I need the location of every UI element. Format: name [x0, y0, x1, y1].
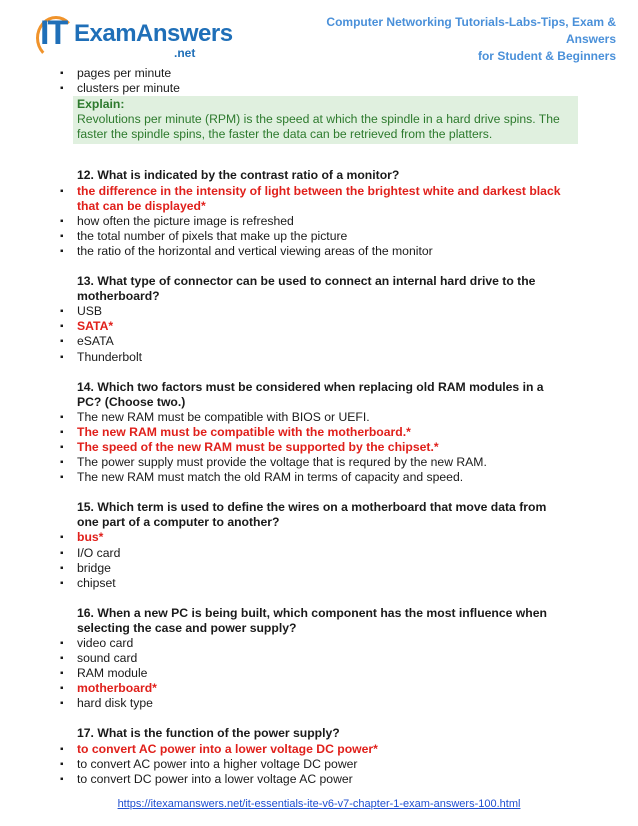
list-item: ▪ clusters per minute: [60, 81, 570, 96]
answer-option: ▪ I/O card: [60, 546, 570, 561]
answer-option: ▪ bridge: [60, 561, 570, 576]
correct-answer-option: ▪ the difference in the intensity of light between the brightest white and darkest black that can be displayed*: [60, 184, 570, 214]
question-text: 17. What is the function of the power supply?: [77, 726, 340, 741]
tagline-line-1: Computer Networking Tutorials-Labs-Tips, Exam & Answers: [326, 15, 616, 46]
answer-option: ▪ USB: [60, 304, 570, 319]
site-tagline: [286, 14, 616, 65]
correct-answer-option: ▪ motherboard*: [60, 681, 570, 696]
logo-it: IT: [40, 14, 67, 52]
question-text: 16. When a new PC is being built, which component has the most influence when selecting the case and power supply?: [77, 605, 547, 635]
answer-option: ▪ hard disk type: [60, 696, 570, 711]
correct-answer-option: ▪ The new RAM must be compatible with the motherboard.*: [60, 425, 570, 440]
correct-answer-option: ▪ SATA*: [60, 319, 570, 334]
logo-net: .net: [174, 46, 196, 60]
answer-option: ▪ The power supply must provide the voltage that is requred by the new RAM.: [60, 455, 570, 470]
question-list: [60, 168, 570, 786]
page-header: [0, 0, 638, 62]
question-text: 13. What type of connector can be used to connect an internal hard drive to the motherboard?: [77, 274, 536, 304]
answer-option: ▪ to convert AC power into a higher voltage DC power: [60, 757, 570, 772]
logo-name: ExamAnswers: [74, 20, 233, 47]
explanation-box: [73, 96, 578, 144]
tagline-line-2: for Student & Beginners: [477, 49, 616, 63]
correct-answer-option: ▪ to convert AC power into a lower voltage DC power*: [60, 742, 570, 757]
answer-option: ▪ video card: [60, 636, 570, 651]
answer-option: ▪ the total number of pixels that make up the picture: [60, 229, 570, 244]
answer-option: ▪ to convert DC power into a lower voltage AC power: [60, 772, 570, 787]
correct-answer-option: ▪ bus*: [60, 530, 570, 545]
answer-option: ▪ the ratio of the horizontal and vertical viewing areas of the monitor: [60, 244, 570, 259]
answer-option: ▪ Thunderbolt: [60, 350, 570, 365]
explanation-label: Explain:: [77, 97, 125, 112]
explanation-text: Revolutions per minute (RPM) is the speed at which the spindle in a hard drive spins. The faster the spindle spins, the faster the data can be retrieved from the platters.: [77, 112, 560, 142]
question-text: 14. Which two factors must be considered when replacing old RAM modules in a PC? (Choose two.): [77, 379, 544, 409]
answer-option: ▪ RAM module: [60, 666, 570, 681]
list-item: ▪ pages per minute: [60, 66, 570, 81]
answer-option: ▪ how often the picture image is refreshed: [60, 214, 570, 229]
site-logo[interactable]: [40, 14, 233, 60]
correct-answer-option: ▪ The speed of the new RAM must be supported by the chipset.*: [60, 440, 570, 455]
question-text: 12. What is indicated by the contrast ratio of a monitor?: [77, 168, 400, 183]
answer-option: ▪ eSATA: [60, 334, 570, 349]
answer-option: ▪ The new RAM must match the old RAM in terms of capacity and speed.: [60, 470, 570, 485]
answer-option: ▪ The new RAM must be compatible with BIOS or UEFI.: [60, 410, 570, 425]
exam-content: [60, 66, 570, 787]
footer-link[interactable]: https://itexamanswers.net/it-essentials-ite-v6-v7-chapter-1-exam-answers-100.html: [117, 798, 521, 810]
question-text: 15. Which term is used to define the wires on a motherboard that move data from one part of a computer to another?: [77, 500, 547, 530]
answer-option: ▪ chipset: [60, 576, 570, 591]
answer-option: ▪ sound card: [60, 651, 570, 666]
